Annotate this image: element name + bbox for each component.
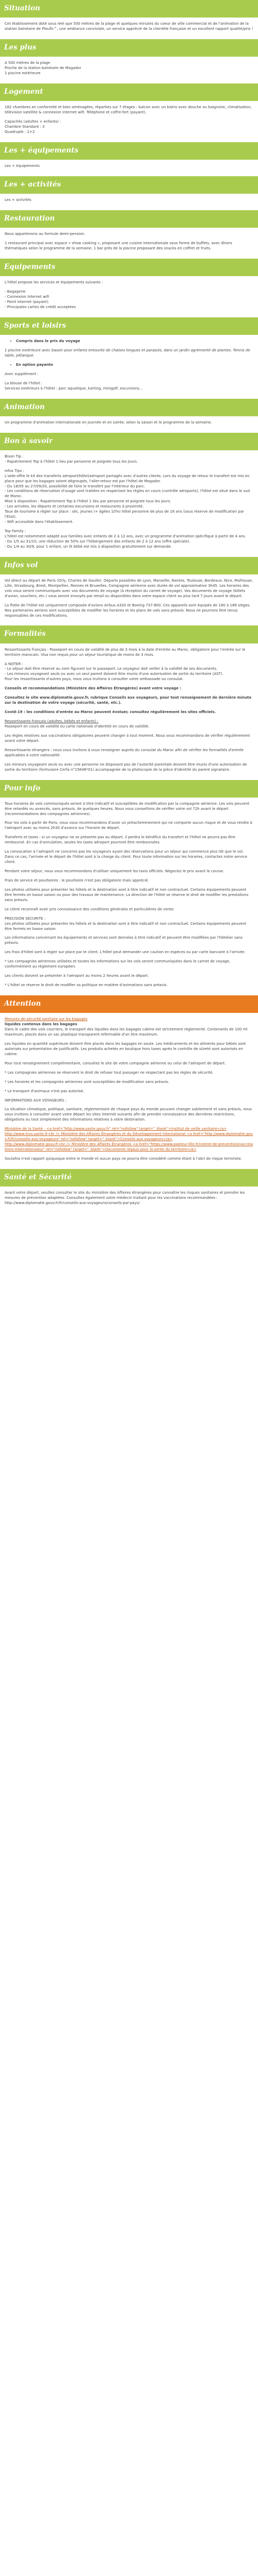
- attention-link-sortie[interactable]: http://www.diplomatie.gouv.fr<br /> Ministère des Affaires Étrangères <a href="https://www.pasteur-lille.fr/centre-de-prevention/vaccinations-internationales/" rel="nofollow" target="_blank">Documents légaux pour la sortie du territoire</a>: [5, 1142, 253, 1151]
- attention-text: * Le transport d'animaux n'est pas autorisé.: [5, 1089, 85, 1093]
- bon-savoir-line: - Les arrivées, les départs et certaines excursions et restaurants à proximité.: [5, 504, 144, 509]
- formalites-vaccinations: Les règles relatives aux vaccinations obligatoires peuvent changer à tout moment. Nous vous recommandons de vérifier régulièrement avant votre départ.: [5, 733, 250, 743]
- sports-paid-list: [5, 363, 253, 368]
- section-header-logement: Logement: [0, 83, 258, 101]
- pour-info-text: * Les compagnies aériennes utilisées et toutes les informations sur les vols seront communiquées dans le carnet de voyage, conformément au règlement européen.: [5, 959, 231, 969]
- bon-savoir-line: Mise à disposition : Rapatriement Top à l'hôtel 1 lieu par personne et poignée tous les jours.: [5, 499, 171, 504]
- plus-item: Proche de la station balnéaire de Mogador: [5, 66, 82, 71]
- equipements-plus-text: Les + équipements: [5, 164, 40, 168]
- section-animation: [0, 416, 258, 433]
- formalites-note: Pour les ressortissants d'autres pays, nous vous invitons à consulter votre ambassade ou consulat.: [5, 677, 184, 682]
- section-header-sports: Sports et loisirs: [0, 317, 258, 335]
- equipements-item: - Point Internet (payant).: [5, 299, 50, 304]
- section-bon-savoir: [0, 450, 258, 557]
- attention-text: Dans le cadre des vols courriers, le transport des liquides dans les bagages cabine est strictement réglementé. Contenants de 100 ml maximum, placés dans un sac plastique transparent refermable d'un litre maximum.: [5, 1027, 248, 1037]
- section-sports: [0, 335, 258, 399]
- sports-included-list: [5, 339, 253, 344]
- attention-text: * Les horaires et les compagnies aériennes sont susceptibles de modification sans préavis.: [5, 1079, 169, 1084]
- section-header-sante: Santé et Sécurité: [0, 1169, 258, 1187]
- formalites-passport: Passeport en cours de validité ou carte nationale d'identité en cours de validité.: [5, 724, 150, 728]
- attention-link-line: [5, 1132, 253, 1142]
- attention-measures: [5, 1017, 253, 1022]
- pour-info-text: Les frais d'hôtel sont à régler sur place par le client. L'hôtel peut demander une caution en espèces ou par carte bancaire à l'arrivée.: [5, 950, 246, 955]
- attention-link-line: [5, 1127, 253, 1132]
- bon-savoir-tip: L'hôtel est notamment adapté aux familles avec enfants de 2 à 12 ans, avec un programme d'animation spécifique à partir de 4 ans.: [5, 534, 246, 538]
- bon-savoir-tips-label: Top Family :: [5, 529, 26, 533]
- attention-text: Pour tout renseignement complémentaire, consultez le site de votre compagnie aérienne ou celui de l'aéroport de départ.: [5, 1061, 226, 1065]
- attention-text: * Les compagnies aériennes se réservent le droit de refuser tout passager ne respectant pas les règles de sécurité.: [5, 1070, 214, 1075]
- section-equipements: [0, 276, 258, 317]
- pour-info-text: Les informations concernant les équipements et services sont données à titre indicatif et peuvent être modifiées par l'hôtelier sans préavis.: [5, 936, 243, 945]
- attention-link-diplomatie[interactable]: http://www.invs.sante.fr<br /> Ministère des Affaires Étrangères et du Développement international <a href="http://www.diplomatie.gouv.fr/fr/conseils-aux-voyageurs" rel="nofollow" target="_blank">Conseils aux voyageurs</a>: [5, 1132, 253, 1142]
- section-header-plus: Les plus: [0, 39, 258, 57]
- sports-hotel-blouse: La blouse de l'hôtel :: [5, 381, 42, 385]
- bon-savoir-line: - Du 18/05 au 27/09/20, possibilité de faire le transfert par l'intérieur du parc.: [5, 484, 146, 488]
- logement-capacity-standard: Chambre Standard : 3: [5, 124, 45, 129]
- pour-info-text: Transferts et taxes : si un voyageur ne se présente pas au départ, il perdra le bénéfice du transfert et l'hôtel ne pourra pas être remboursé. En cas d'annulation, seules les taxes aéroport pourront être remboursées.: [5, 835, 236, 845]
- section-pour-info: [0, 798, 258, 995]
- section-header-activites-plus: Les + activités: [0, 176, 258, 194]
- formalites-covid: Covid-19 : les conditions d'entrée au Maroc peuvent évoluer, consultez régulièrement les sites officiels.: [5, 710, 216, 715]
- section-header-restauration: Restauration: [0, 210, 258, 228]
- pour-info-text: Tous horaires de vols communiqués seront à titre indicatif et susceptibles de modification par la compagnie aérienne. Les vols peuvent être retardés ou avancés, sans préavis, de quelques heures. Nous vous conseillons de vérifier votre vol 72h avant le départ (recommandations des compagnies aériennes).: [5, 801, 250, 816]
- bon-savoir-line: - Wifi accessible dans l'établissement.: [5, 520, 74, 524]
- pour-info-security-label: PRECISION SECURITE :: [5, 916, 46, 921]
- page: [0, 0, 258, 1213]
- pour-info-text: * L'hôtel se réserve le droit de modifier sa politique en matière d'animations sans préavis.: [5, 983, 168, 988]
- attention-text: Soulahia n'est rapport quiquoque entre le monde et aucun pays ne pourra être considéré comme étant à l'abri de risque terroriste.: [5, 1156, 242, 1161]
- section-restauration: [0, 228, 258, 259]
- sante-text: Avant votre départ, veuillez consulter le site du ministère des Affaires étrangères pour connaître les risques sanitaires et prendre les mesures de prévention adaptées. Consultez également votre médecin traitant pour les vaccinations recommandées : http://www.diplomatie.gouv.fr/fr/conseils-aux-voyageurs/conseils-par-pays/: [5, 1191, 245, 1205]
- sports-external-services: Services extérieurs à l'hôtel : parc aquatique, karting, minigolf, excursions...: [5, 386, 143, 391]
- formalites-foreign: Ressortissants étrangers : nous vous invitons à vous renseigner auprès du consulat du Maroc afin de vérifier les formalités d'entrée applicables à votre nationalité.: [5, 748, 244, 757]
- bon-savoir-tip: - Du 1/4 au 30/9, pour 1 enfant, un lit bébé est mis à disposition gratuitement sur demande.: [5, 544, 172, 549]
- attention-link-line: [5, 1142, 253, 1153]
- equipements-intro: L'hôtel propose les services et équipements suivants :: [5, 280, 103, 285]
- bon-savoir-tip: - Du 1/5 au 31/10, une réduction de 50% sur l'hébergement des enfants de 2 à 12 ans (offre spéciale).: [5, 539, 190, 544]
- section-sante: [0, 1187, 258, 1213]
- pour-info-text: Les photos utilisées pour présenter les hôtels et la destination sont à titre indicatif et non contractuel. Certains équipements peuvent être fermés en basse saison.: [5, 921, 247, 931]
- section-header-bon-savoir: Bon à savoir: [0, 433, 258, 450]
- formalites-advice-title: Conseils et recommandations (Ministère des Affaires Étrangères) avant votre voyage :: [5, 686, 182, 691]
- pour-info-text: Les photos utilisées pour présenter les hôtels et la destination sont à titre indicatif et non contractuel. Certains équipements peuvent être fermés en basse saison ou pour des travaux de maintenance. La direction de l'hôtel se réserve le droit de modifier les prestations sans préavis.: [5, 887, 249, 902]
- sports-included-label: • Compris dans le prix du voyage: [16, 339, 253, 344]
- bon-savoir-line: L'aide-offre le kit des transferts aéroport/hôtel/aéroport partagés avec d'autres clients. Lors du voyage de retour le transfert est mis en place pour que les bagages soient dégroupés, l'aller-retour est par l'hôtel de Mogador.: [5, 473, 250, 483]
- attention-liquids-label: liquides contenus dans les bagages: [5, 1022, 77, 1027]
- section-header-infos-vol: Infos vol: [0, 557, 258, 574]
- restauration-text: 1 restaurant principal avec espace « show cooking », proposant une cuisine internationale sous forme de buffets, avec dîners thématiques selon le programme de la semaine. 1 bar près de la piscine proposant des snacks en coffret et fruits.: [5, 241, 232, 251]
- section-activites-plus: [0, 194, 258, 210]
- equipements-item: - Principales cartes de crédit acceptées: [5, 304, 76, 309]
- infos-vol-text: Vol direct au départ de Paris (Orly, Charles de Gaulle). Départs possibles de Lyon, Marseille, Nantes, Toulouse, Bordeaux, Nice, Mulhouse, Lille, Strasbourg, Brest, Montpellier, Rennes et Bruxelles. Compagnie aérienne avec durée de vol approximative 3h45. Les horaires des vols vous seront communiqués avec vos documents de voyage (à réception du carnet de voyage). Vos documents de voyage (billets d'avion, vouchers, etc.) vous seront envoyés par email ou disponibles dans votre espace client au plus tard 7 jours avant le départ.: [5, 578, 253, 598]
- section-equipements-plus: [0, 160, 258, 176]
- restauration-formula: Nous appartenons au formule demi-pension.: [5, 232, 86, 236]
- section-header-equipements: Equipements: [0, 259, 258, 276]
- attention-link-sante[interactable]: Ministère de la Santé : <a href="http://www.sante.gouv.fr" rel="nofollow" target="_blank">Institut de veille sanitaire</a>: [5, 1127, 227, 1131]
- bon-savoir-line: Taux de tourisme à régler sur place : séc. Jeunes (+ âgées 10%) hôtel personne de plus de 16 ans (sous réserve de modification par l'Etat).: [5, 510, 244, 519]
- pour-info-text: Pendant votre séjour, nous vous recommandons d'utiliser uniquement les taxis officiels. Négociez le prix avant la course.: [5, 869, 224, 874]
- formalites-note-label: A NOTER :: [5, 662, 23, 666]
- section-header-animation: Animation: [0, 399, 258, 416]
- section-header-formalites: Formalités: [0, 625, 258, 643]
- section-infos-vol: [0, 574, 258, 626]
- section-header-equipements-plus: Les + équipements: [0, 142, 258, 160]
- formalites-french-nationals: Ressortissants français (adultes, bébés et enfants) :: [5, 719, 99, 723]
- sports-paid-sub: Avec supplément :: [5, 371, 39, 376]
- pour-info-text: Le client reconnaît avoir pris connaissance des conditions générales et particulières de vente.: [5, 907, 175, 911]
- section-header-attention: Attention: [0, 995, 258, 1013]
- sports-included-text: 1 piscine extérieure avec bassin pour enfants entourée de chaises longues et parasols, dans un jardin agrémenté de plantes. Tennis de table, pétanque.: [5, 348, 250, 358]
- bon-savoir-line: Infos Tips :: [5, 468, 24, 473]
- attention-text: La situation climatique, politique, sanitaire, réglementaire de chaque pays du monde pouvant changer subitement et sans préavis, nous vous invitons à consulter avant votre départ les sites internet suivants afin de prendre connaissance des dernières restrictions, obligations ou tout simplement des informations relatives à votre destination.: [5, 1107, 252, 1122]
- equipements-item: - Connexion Internet wifi: [5, 295, 50, 299]
- pour-info-text: La convocation à l'aéroport ne concerne pas les voyageurs ayant des réservations pour un séjour qui commence plus tôt que le vol. Dans ce cas, l'arrivée et le départ de l'hôtel sont à la charge du client. Pour toute information sur les horaires, contactez notre service client.: [5, 850, 248, 865]
- pour-info-text: Les clients doivent se présenter à l'aéroport au moins 2 heures avant le départ.: [5, 974, 149, 978]
- pour-info-text: Frais de service et pourboires : le pourboire n'est pas obligatoire mais apprécié.: [5, 878, 149, 883]
- attention-measures-link[interactable]: Mesures de sécurité sanitaire sur les bagages: [5, 1017, 88, 1022]
- section-logement: [0, 101, 258, 142]
- bon-savoir-line: - Les conditions de réservation d'usage sont traitées en respectant les règles en cours (contrôle aéroports), l'hôtel est situé dans le sud de Maroc.: [5, 489, 250, 499]
- section-situation: [0, 18, 258, 39]
- situation-text: Cet établissement doté sous réel que 500 mètres de la plage et quelques minutes du coeur de ville commercial et de l'animation de la station balnéaire de Ploufic^, une ambiance conviviale, un service apprécié de la clientèle française et un excellent rapport qualité/prix !: [5, 22, 253, 31]
- section-formalites: [0, 643, 258, 780]
- formalites-note: - Les mineurs voyageant seuls ou avec un seul parent doivent être munis d'une autorisation de sortie du territoire (AST).: [5, 672, 223, 676]
- section-header-situation: Situation: [0, 0, 258, 18]
- plus-item: 1 piscine extérieure: [5, 71, 41, 76]
- bon-savoir-line: Bison Tip :: [5, 454, 24, 459]
- pour-info-text: Pour les vols à partir de Paris, nous vous recommandons d'avoir un préacheminement qui ne comporte aucun risque et de vous rendre à l'aéroport avec au moins 2h30 d'avance sur l'horaire de départ.: [5, 821, 252, 831]
- section-header-pour-info: Pour info: [0, 780, 258, 798]
- formalites-minors: Les mineurs voyageant seuls ou avec une personne ne disposant pas de l'autorité parentale doivent être munis d'une autorisation de sortie du territoire (formulaire Cerfa n°15646*01) accompagnée de la photocopie de la pièce d'identité du parent signataire.: [5, 762, 247, 772]
- attention-text: Les liquides en quantité supérieure doivent être placés dans les bagages en soute. Les médicaments et les aliments pour bébés sont autorisés sur présentation de justificatifs. Les produits achetés en boutique hors taxes après le contrôle de sûreté sont autorisés en cabine.: [5, 1041, 246, 1056]
- formalites-text: Ressortissants français : Passeport en cours de validité de plus de 3 mois à la date d'entrée au Maroc, obligatoire pour l'entrée sur le territoire marocain. Visa non requis pour un séjour touristique de moins de 3 mois.: [5, 647, 246, 657]
- attention-info-label: INFORMATIONS AUX VOYAGEURS :: [5, 1098, 67, 1103]
- logement-capacity-quadruple: Quadruple : 2+2: [5, 129, 35, 134]
- infos-vol-fleet: La flotte de l'hôtel est uniquement composée d'avions Airbus A320 et Boeing 737-800. Ces appareils sont équipés de 180 à 189 sièges. Nos partenaires aériens sont susceptibles de modifier les horaires et les plans de vols sans préavis. Nous ne pourrons être tenus responsables de ces modifications.: [5, 603, 251, 618]
- animation-text: Un programme d'animation internationale en journée et en soirée, selon la saison et le programme de la semaine.: [5, 420, 212, 425]
- plus-item: A 500 mètres de la plage: [5, 61, 51, 65]
- formalites-note: - Le séjour doit être réservé au nom figurant sur le passeport. Le voyageur doit veiller à la validité de ses documents.: [5, 667, 218, 671]
- formalites-advice-text: Consultez le site www.diplomatie.gouv.fr, rubrique Conseils aux voyageurs, pour tout renseignement de dernière minute sur la destination de votre voyage (sécurité, santé, etc.).: [5, 696, 252, 705]
- section-attention: [0, 1013, 258, 1169]
- activites-plus-text: Les + activités: [5, 198, 31, 202]
- section-plus: [0, 57, 258, 83]
- equipements-item: - Bagagerie: [5, 290, 26, 294]
- bon-savoir-line: - Rapatriement Top à l'hôtel 1 lieu par personne et poignée tous les jours.: [5, 459, 138, 464]
- logement-capacity-label: Capacités (adultes + enfants) :: [5, 120, 61, 124]
- logement-text: 182 chambres en conformité et bien aménagées, réparties sur 7 étages : balcon avec un bistro avec douche ou baignoire, climatisation, télévision satellite & connexion Internet wifi. Téléphone et coffre-fort (payant).: [5, 105, 252, 115]
- sports-paid-label: • En option payante: [16, 363, 253, 368]
